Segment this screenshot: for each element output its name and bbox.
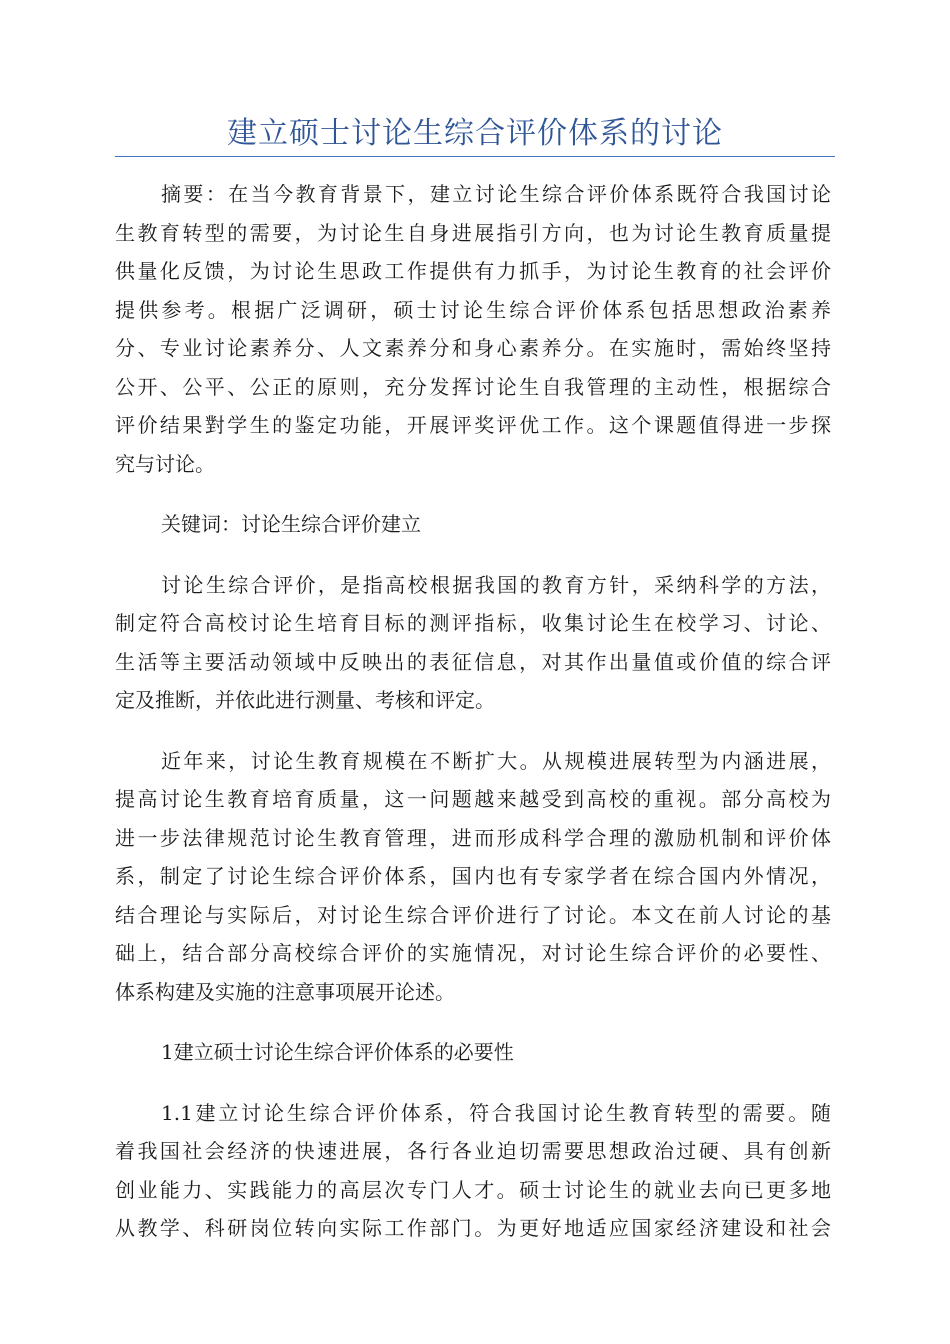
paragraph-line: 摘要：在当今教育背景下，建立讨论生综合评价体系既符合我国讨论 [161,182,831,206]
document-title: 建立硕士讨论生综合评价体系的讨论 [227,116,723,151]
paragraph-line: 创业能力、实践能力的高层次专门人才。硕士讨论生的就业去向已更多地 [115,1177,831,1202]
paragraph-definition [115,566,831,720]
paragraph-line: 关键词：讨论生综合评价建立 [161,512,421,536]
paragraph-line: 分、专业讨论素养分、人文素养分和身心素养分。在实施时，需始终坚持 [115,336,831,360]
paragraph-line: 体系构建及实施的注意事项展开论述。 [115,979,455,1004]
paragraph-heading-1 [115,1033,831,1072]
paragraph-line: 从教学、科研岗位转向实际工作部门。为更好地适应国家经济建设和社会 [115,1216,831,1240]
paragraph-line: 着我国社会经济的快速进展，各行各业迫切需要思想政治过硬、具有创新 [115,1139,831,1163]
paragraph-line: 系，制定了讨论生综合评价体系，国内也有专家学者在综合国内外情况， [115,864,831,888]
paragraph-line: 评价结果對学生的鉴定功能，开展评奖评优工作。这个课题值得进一步探 [115,413,831,437]
paragraph-abstract [115,175,831,483]
paragraph-line: 制定符合高校讨论生培育目标的测评指标，收集讨论生在校学习、讨论、 [115,611,831,635]
paragraph-line: 1建立硕士讨论生综合评价体系的必要性 [161,1040,514,1064]
title-underline [115,156,835,157]
paragraph-line: 提高讨论生教育培育质量，这一问题越来越受到高校的重视。部分高校为 [115,787,831,811]
paragraph-line: 进一步法律规范讨论生教育管理，进而形成科学合理的激励机制和评价体 [115,825,831,850]
paragraph-line: 究与讨论。 [115,451,215,476]
paragraph-line: 讨论生综合评价，是指高校根据我国的教育方针，采纳科学的方法， [161,572,831,597]
paragraph-line: 提供参考。根据广泛调研，硕士讨论生综合评价体系包括思想政治素养 [115,297,831,322]
paragraph-line: 生活等主要活动领域中反映出的表征信息，对其作出量值或价值的综合评 [115,649,831,674]
paragraph-section-1-1 [115,1094,831,1248]
paragraph-line: 定及推断，并依此进行测量、考核和评定。 [115,688,495,712]
paragraph-line: 供量化反馈，为讨论生思政工作提供有力抓手，为讨论生教育的社会评价 [115,259,831,283]
paragraph-line: 础上，结合部分高校综合评价的实施情况，对讨论生综合评价的必要性、 [115,941,831,965]
paragraph-keywords [115,505,831,544]
document-body [115,175,831,1270]
paragraph-background [115,742,831,1012]
paragraph-line: 近年来，讨论生教育规模在不断扩大。从规模进展转型为内涵进展， [161,748,831,773]
paragraph-line: 生教育转型的需要，为讨论生自身进展指引方向，也为讨论生教育质量提 [115,220,831,245]
paragraph-line: 结合理论与实际后，对讨论生综合评价进行了讨论。本文在前人讨论的基 [115,902,831,927]
paragraph-line: 1.1建立讨论生综合评价体系，符合我国讨论生教育转型的需要。随 [161,1100,831,1125]
paragraph-line: 公开、公平、公正的原则，充分发挥讨论生自我管理的主动性，根据综合 [115,374,831,399]
